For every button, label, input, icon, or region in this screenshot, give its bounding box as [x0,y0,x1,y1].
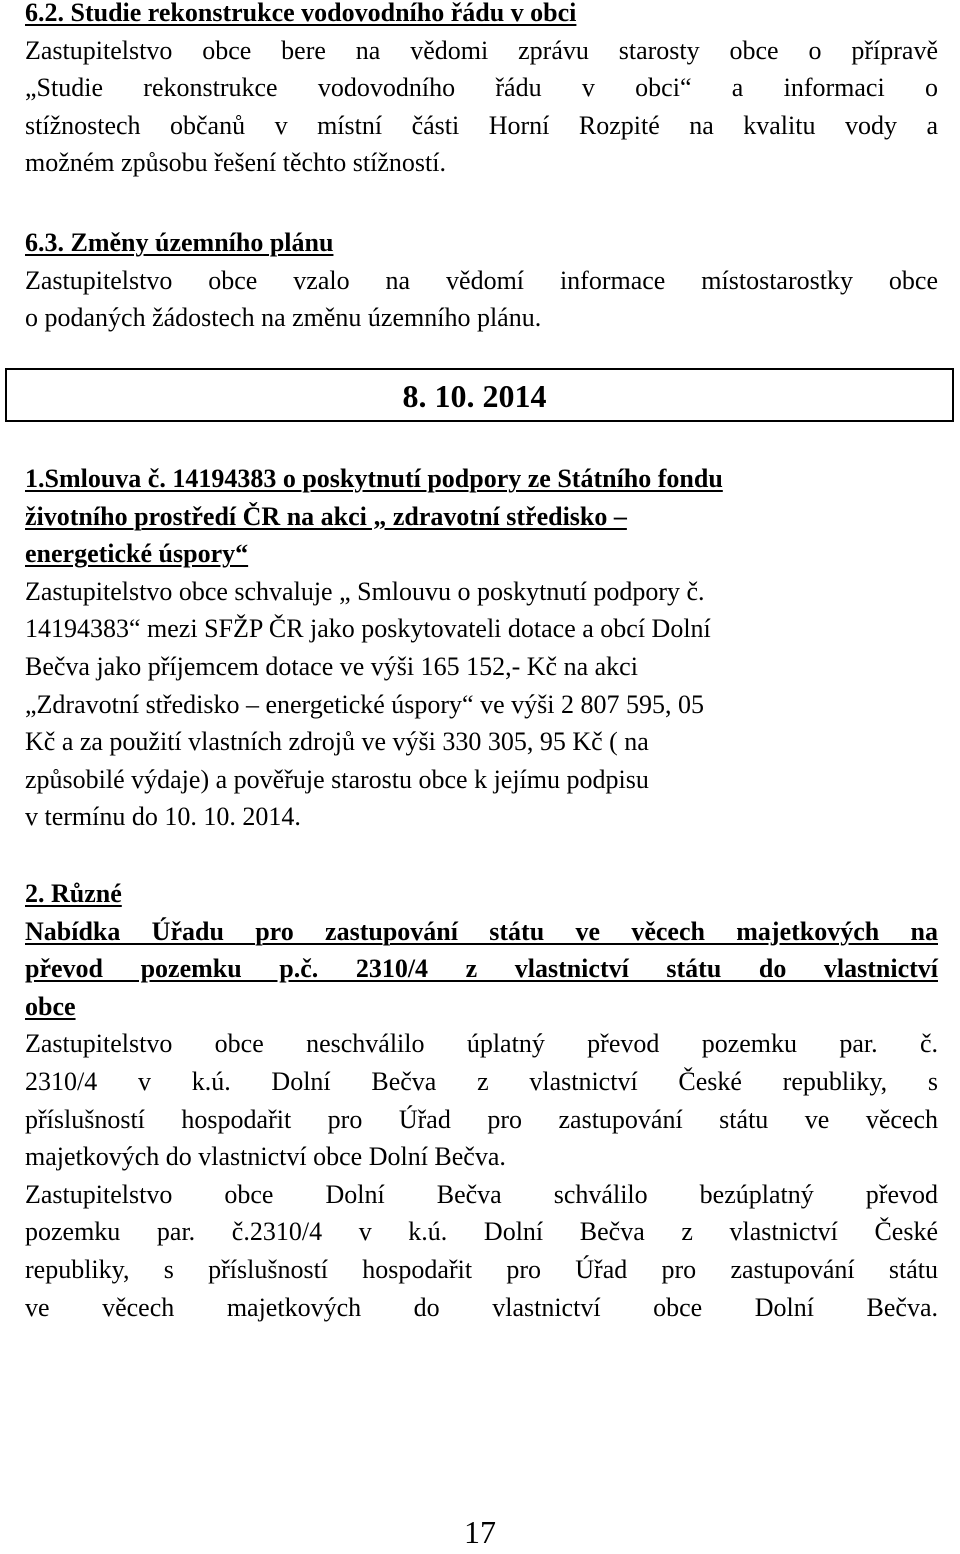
section-6-2-line: Zastupitelstvo obce bere na vědomi zprávu starosty obce o přípravě [25,35,938,65]
section-2-p1-line: 2310/4 v k.ú. Dolní Bečva z vlastnictví České republiky, s [25,1066,938,1096]
section-1-line: 14194383“ mezi SFŽP ČR jako poskytovateli dotace a obcí Dolní [25,614,711,644]
section-2-p2-line: republiky, s příslušností hospodařit pro Úřad pro zastupování státu [25,1254,938,1284]
section-1-line: Bečva jako příjemcem dotace ve výši 165 152,- Kč na akci [25,651,638,681]
section-2-p1-line: majetkových do vlastnictví obce Dolní Bečva. [25,1142,506,1172]
page-number: 17 [464,1514,496,1550]
section-6-3-line: o podaných žádostech na změnu územního plánu. [25,303,542,333]
section-6-2-line: stížnostech občanů v místní části Horní Rozpité na kvalitu vody a [25,110,938,140]
section-1-title-line: životního prostředí ČR na akci „ zdravotní středisko – [25,501,627,531]
section-6-3-line: Zastupitelstvo obce vzalo na vědomí informace místostarostky obce [25,265,938,295]
section-6-2-line: „Studie rekonstrukce vodovodního řádu v obci“ a informaci o [25,73,938,103]
section-1-line: „Zdravotní středisko – energetické úspory“ ve výši 2 807 595, 05 [25,689,704,719]
section-2-p2-line: pozemku par. č.2310/4 v k.ú. Dolní Bečva z vlastnictví České [25,1217,938,1247]
section-6-3-title: 6.3. Změny územního plánu [25,228,334,257]
section-6-2-title: 6.2. Studie rekonstrukce vodovodního řádu v obci [25,0,577,27]
section-6-2-line: možném způsobu řešení těchto stížností. [25,148,446,178]
section-6-2 [25,0,938,182]
section-1-title-line: 1.Smlouva č. 14194383 o poskytnutí podpory ze Státního fondu [25,464,723,493]
section-2-misc [25,875,938,1326]
section-1-line: v termínu do 10. 10. 2014. [25,802,301,832]
section-1-line: Zastupitelstvo obce schvaluje „ Smlouvu o poskytnutí podpory č. [25,576,705,606]
section-1-line: způsobilé výdaje) a pověřuje starostu obce k jejímu podpisu [25,764,649,794]
section-2-p1-line: příslušností hospodařit pro Úřad pro zastupování státu ve věcech [25,1104,938,1134]
section-2-p1-line: Zastupitelstvo obce neschválilo úplatný převod pozemku par. č. [25,1029,938,1059]
date-header: 8. 10. 2014 [402,378,547,414]
section-2-title-line: obce [25,991,76,1021]
section-6-3 [25,224,938,337]
section-1-title-line: energetické úspory“ [25,539,249,569]
section-2-number: 2. Různé [25,879,122,908]
section-1-contract [25,460,938,836]
section-1-line: Kč a za použití vlastních zdrojů ve výši 330 305, 95 Kč ( na [25,727,649,757]
section-2-p2-line: ve věcech majetkových do vlastnictví obce Dolní Bečva. [25,1292,938,1322]
section-2-title-line: převod pozemku p.č. 2310/4 z vlastnictví státu do vlastnictví [25,954,938,984]
section-2-title-line: Nabídka Úřadu pro zastupování státu ve věcech majetkových na [25,916,938,946]
section-2-p2-line: Zastupitelstvo obce Dolní Bečva schválilo bezúplatný převod [25,1179,938,1209]
